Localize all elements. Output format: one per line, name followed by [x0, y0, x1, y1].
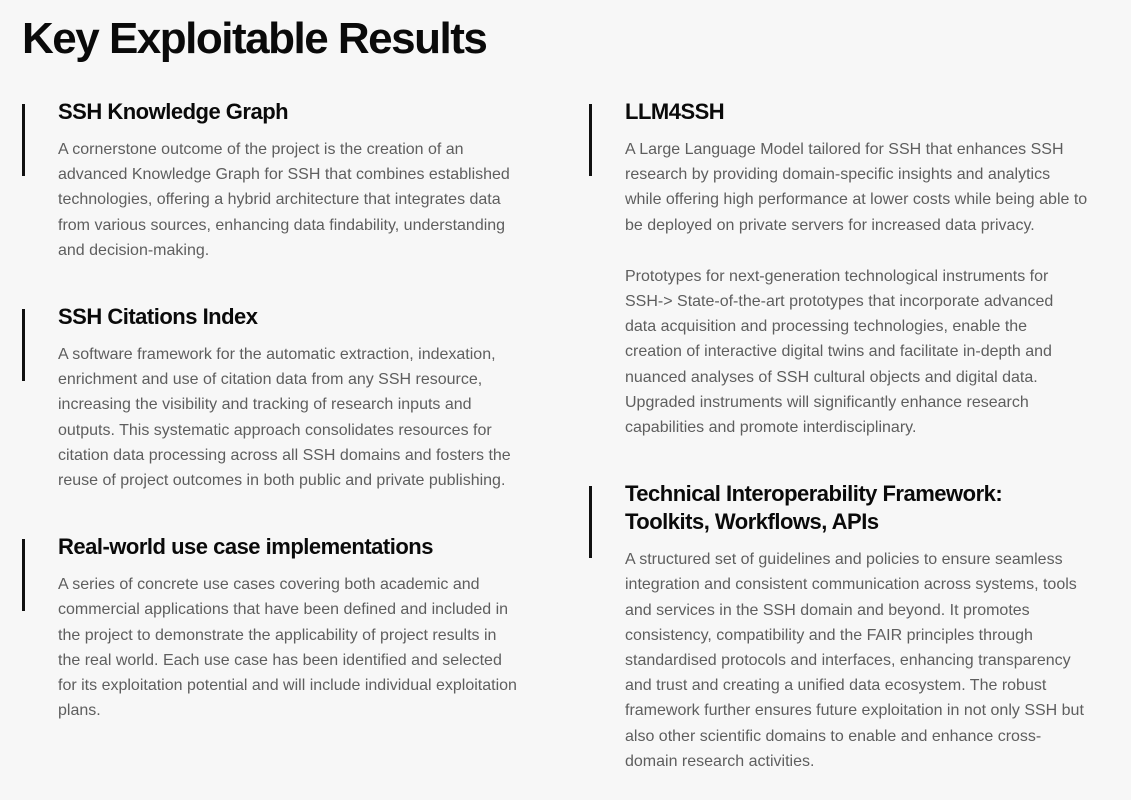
- result-item-interoperability-framework: [589, 478, 1089, 774]
- result-description: A structured set of guidelines and policies to ensure seamless integration and consistent communication across systems, tools and services in the SSH domain and beyond. It promotes consistency, compatibility and the FAIR principles through standardised protocols and interfaces, enhancing transparency and trust and creating a unified data ecosystem. The robust framework further ensures future exploitation in not only SSH but also other scientific domains to enable and enhance cross-domain research activities.: [625, 551, 1084, 770]
- right-column: [589, 96, 1089, 774]
- result-title: Technical Interoperability Framework: Toolkits, Workflows, APIs: [625, 481, 1003, 535]
- result-title: Real-world use case implementations: [58, 534, 433, 560]
- result-description: A Large Language Model tailored for SSH that enhances SSH research by providing domain-specific insights and analytics while offering high performance at lower costs while being able to be deployed on private servers for increased data privacy.: [625, 141, 1088, 234]
- result-title: SSH Citations Index: [58, 304, 258, 330]
- result-item-llm4ssh: [589, 96, 1089, 440]
- page-title: Key Exploitable Results: [22, 14, 487, 63]
- result-item-ssh-citations-index: [22, 301, 522, 493]
- result-description-extra: Prototypes for next-generation technological instruments for SSH-> State-of-the-art prototypes that incorporate advanced data acquisition and processing technologies, enable the creation of interactive digital twins and facilitate in-depth and nuanced analyses of SSH cultural objects and digital data. Upgraded instruments will significantly enhance research capabilities and promote interdisciplinary.: [625, 267, 1054, 437]
- result-item-use-cases: [22, 531, 522, 723]
- result-description: A software framework for the automatic extraction, indexation, enrichment and use of citation data from any SSH resource, increasing the visibility and tracking of research inputs and outputs. This systematic approach consolidates resources for citation data processing across all SSH domains and fosters the reuse of project outcomes in both public and private publishing.: [58, 346, 511, 490]
- result-title: LLM4SSH: [625, 99, 725, 124]
- result-description: A series of concrete use cases covering both academic and commercial applications that have been defined and included in the project to demonstrate the applicability of project results in the real world. Each use case has been identified and selected for its exploitation potential and will include individual exploitation plans.: [58, 576, 517, 720]
- result-item-ssh-knowledge-graph: [22, 96, 522, 263]
- left-column: [22, 96, 522, 723]
- result-description: A cornerstone outcome of the project is the creation of an advanced Knowledge Graph for SSH that combines established technologies, offering a hybrid architecture that integrates data from various sources, enhancing data findability, understanding and decision-making.: [58, 141, 510, 259]
- result-title: SSH Knowledge Graph: [58, 99, 289, 124]
